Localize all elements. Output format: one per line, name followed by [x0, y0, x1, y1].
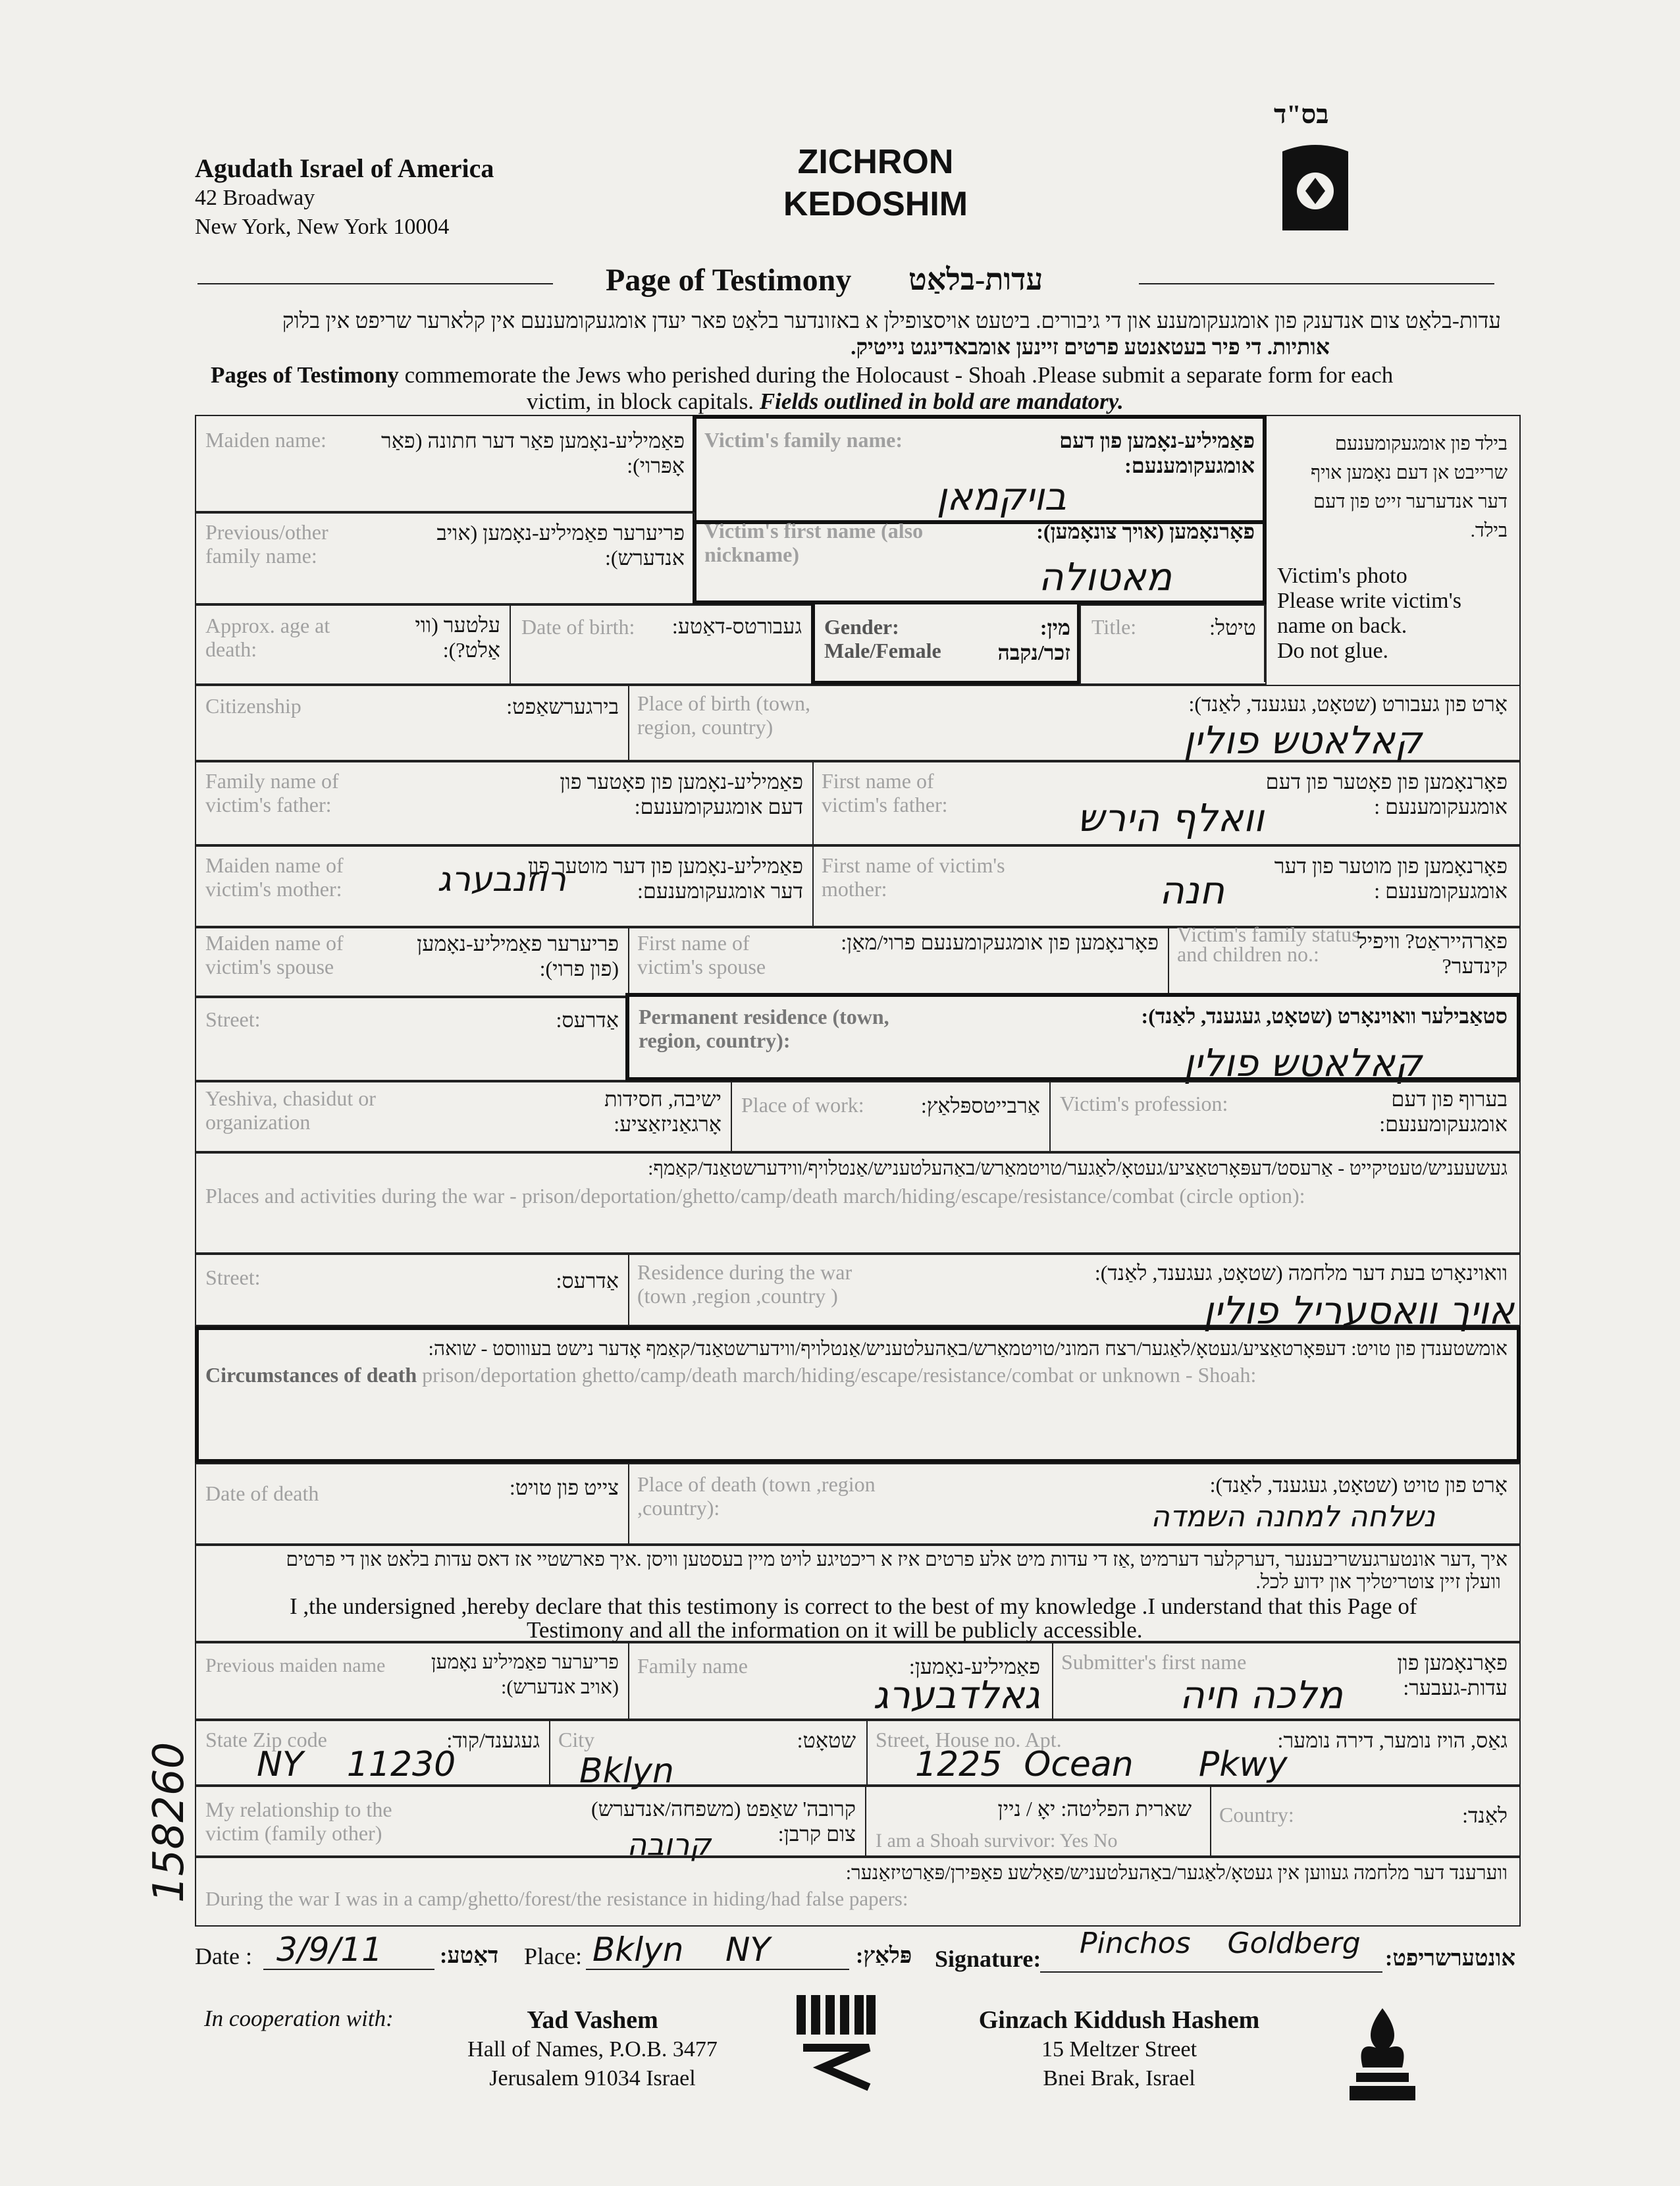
spouse-first-label-en: First name of victim's spouse	[637, 931, 766, 978]
citizenship-label-en: Citizenship	[205, 694, 302, 718]
intro-en-bold: Pages of Testimony	[211, 362, 399, 388]
org-name: Agudath Israel of America	[195, 153, 494, 183]
permanent-residence-label-he: סטאַבילער וואוינאָרט (שטאָט, געגענד, לאַנד):	[1141, 1004, 1508, 1028]
place-label-he: פּלאַץ:	[856, 1944, 912, 1968]
yeshiva-label-he: ישיבה, חסידות אָרגאַניזאַציע:	[604, 1087, 722, 1136]
during-war-label-he: ווערענד דער מלחמה געווען אין געטאָ/לאַגער/באַהעלטעניש/פאַלשע פאַפּירן/פּאַרטיזאַנער:	[845, 1862, 1508, 1884]
permanent-residence-label-en: Permanent residence (town, region, country):	[639, 1005, 889, 1052]
war-street-label-en: Street:	[205, 1266, 261, 1289]
photo-instructions-he: בילד פון אומגעקומענעם שרייבט אן דעם נאָמען אויף דער אנדערער זייט פון דעם בילד.	[1310, 433, 1508, 541]
age-label-en: Approx. age at death:	[205, 614, 330, 661]
date-of-death-label-en: Date of death	[205, 1481, 319, 1505]
title-rule-right	[1139, 283, 1494, 284]
dob-label-en: Date of birth:	[521, 615, 635, 639]
maiden-name-label-he: פאַמיליע-נאָמען פאַר דער חתונה (פאַר אָפּרוי):	[381, 429, 685, 477]
war-activities-label-en: Places and activities during the war - prison/deportation/ghetto/camp/death march/hiding/escape/resistance/combat (circle option):	[205, 1184, 1305, 1208]
city-label-he: שטאָט:	[797, 1728, 856, 1752]
place-of-death-value: נשלחה למחנה השמדה	[1151, 1500, 1435, 1533]
mother-first-label-he: פאָרנאָמען פון מוטער פון דער אומגעקומענעם :	[1274, 854, 1508, 903]
gender-label-he: מין: זכר/נקבה	[997, 616, 1070, 664]
submitter-street-label-en: Street, House no. Apt.	[876, 1728, 1062, 1751]
war-residence-label-he: וואוינאָרט בעת דער מלחמה (שטאָט, געגענד, לאַנד):	[1094, 1261, 1508, 1285]
submitter-prev-maiden-label-he: פריערער פאַמיליע נאָמען (אויב אנדערש):	[431, 1651, 619, 1698]
work-label-he: אַרבייטספּלאַץ:	[920, 1094, 1040, 1117]
street-label-en: Street:	[205, 1007, 261, 1031]
declaration-he-1: איך ,דער אונטערגעשריבענער ,דערקלער דערמיט ,אַז די עדות מיט אלע פרטים איז א ריכטיגע לויט מיין בעסטען וויסן .איך פארשטיי אז דאס עדות בלאט און די פרטים	[286, 1549, 1508, 1570]
spouse-first-label-he: פאָרנאָמען פון אומגעקומענעם פרוי/מאַן:	[841, 930, 1159, 954]
bsd-mark: בס"ד	[1274, 99, 1329, 129]
victim-family-name-value: בויקמאן	[936, 474, 1066, 519]
citizenship-label-he: בירגערשאַפט:	[506, 695, 619, 718]
profession-label-he: בערוף פון דעם אומגעקומענעם:	[1379, 1087, 1508, 1136]
submitter-first-label-en: Submitter's first name	[1061, 1650, 1247, 1674]
submitter-street-value: 1225 Ocean Pkwy	[915, 1745, 1288, 1784]
age-label-he: עלטער (ווי אַלט?):	[415, 613, 500, 662]
place-label: Place:	[524, 1943, 582, 1969]
relationship-label-en: My relationship to the victim (family other)	[205, 1798, 392, 1845]
intro-en-text2: victim, in block capitals.	[527, 388, 760, 414]
ginzach-address-2: Bnei Brak, Israel	[1043, 2066, 1195, 2091]
date-of-death-label-he: צייט פון טויט:	[509, 1476, 619, 1499]
mother-maiden-label-he: פאַמיליע-נאָמען פון דער מוטער פון דער אומגעקומענעם:	[527, 854, 803, 903]
title-label-en: Title:	[1091, 615, 1137, 639]
yad-vashem-name: Yad Vashem	[527, 2006, 658, 2034]
intro-en-line1	[211, 362, 1527, 388]
intro-en-text: commemorate the Jews who perished during the Holocaust - Shoah .Please submit a separate form for each	[398, 362, 1394, 388]
place-of-birth-value: קאלאטש פולין	[1183, 718, 1422, 762]
title-zichron: ZICHRON	[797, 143, 954, 181]
submitter-first-value: מלכה חיה	[1179, 1672, 1343, 1717]
mother-first-label-en: First name of victim's mother:	[822, 853, 1005, 901]
war-residence-label-en: Residence during the war (town ,region ,country )	[637, 1260, 853, 1308]
city-label-en: City	[558, 1728, 595, 1751]
photo-en-2: Please write victim's	[1277, 589, 1461, 613]
war-residence-value: אויך וואסעריל פולין	[1203, 1288, 1514, 1333]
signature-label: Signature:	[935, 1946, 1041, 1972]
title-label-he: טיטל:	[1209, 616, 1256, 639]
photo-en-1: Victim's photo	[1277, 564, 1407, 588]
state-zip-label-en: State Zip code	[205, 1728, 327, 1751]
profession-label-en: Victim's profession:	[1060, 1092, 1228, 1115]
circumstances-options: prison/deportation ghetto/camp/death march/hiding/escape/resistance/combat or unknown - Shoah:	[417, 1363, 1257, 1387]
spouse-maiden-label-he: פריערער פאַמיליע-נאָמען (פון פרוי):	[417, 932, 619, 980]
previous-name-label-en: Previous/other family name:	[205, 520, 328, 568]
yad-vashem-address-2: Jerusalem 91034 Israel	[489, 2066, 696, 2091]
survivor-label-he: שארית הפליטה: יאָ / ניין	[997, 1797, 1192, 1821]
declaration-en-1: I ,the undersigned ,hereby declare that this testimony is correct to the best of my knowledge .I understand that this Page of	[290, 1593, 1417, 1619]
city-value: Bklyn	[579, 1751, 674, 1791]
war-activities-label-he: געשעעניש/טעטיקייט - אַרעסט/דעפּאָרטאַציע/געטאָ/לאַגער/טויטמאַרש/באַהעלטעניש/אַנטלויף/ווידערשטאַנד/קאַמף:	[648, 1158, 1508, 1179]
spouse-maiden-label-en: Maiden name of victim's spouse	[205, 931, 344, 978]
war-street-label-he: אַדרעס:	[556, 1269, 619, 1293]
signature-value: Pinchos Goldberg	[1080, 1927, 1361, 1960]
victim-family-name-label-en: Victim's family name:	[704, 428, 903, 452]
declaration-he-2: וועלן זיין צוטריטליך און ידוע לכל.	[1255, 1571, 1501, 1593]
country-label-en: Country:	[1219, 1803, 1294, 1826]
place-value: Bklyn NY	[592, 1931, 770, 1969]
mother-maiden-value: רוזנבערג	[437, 860, 566, 899]
emblem-icon	[1276, 138, 1355, 240]
relationship-value: קרובה	[627, 1826, 711, 1862]
submitter-family-label-en: Family name	[637, 1654, 748, 1678]
father-first-label-en: First name of victim's father:	[822, 769, 948, 816]
gender-label-en: Gender: Male/Female	[824, 615, 941, 662]
country-label-he: לאַנד:	[1462, 1803, 1508, 1827]
photo-en-3: name on back.	[1277, 614, 1407, 638]
family-status-label-he: פאַרהייראַט? וויפיל קינדער?	[1357, 929, 1508, 978]
submitter-prev-maiden-label-en: Previous maiden name	[205, 1655, 386, 1676]
ginzach-name: Ginzach Kiddush Hashem	[978, 2006, 1260, 2034]
form-title-he: עדות-בלאַט	[908, 263, 1043, 296]
date-rule	[263, 1969, 434, 1970]
date-label-he: דאַטע:	[440, 1944, 499, 1968]
intro-en-mandatory: Fields outlined in bold are mandatory.	[759, 388, 1124, 414]
photo-en-4: Do not glue.	[1277, 639, 1389, 663]
submitter-first-label-he: פאָרנאָמען פון עדות-געבער:	[1397, 1651, 1508, 1699]
father-first-label-he: פאָרנאָמען פון פאָטער פון דעם אומגעקומענעם :	[1265, 770, 1508, 818]
title-kedoshim: KEDOSHIM	[783, 185, 968, 223]
permanent-residence-value: קאלאטש פולין	[1183, 1040, 1422, 1085]
place-of-birth-label-he: אָרט פון געבורט (שטאָט, געגענד, לאַנד):	[1188, 692, 1508, 716]
date-label: Date :	[195, 1943, 252, 1969]
father-first-value: וואלף הירש	[1077, 795, 1264, 840]
victim-first-name-label-he: פאָרנאָמען (אויך צונאָמען):	[1036, 520, 1255, 543]
circumstances-bold: Circumstances of death	[205, 1363, 417, 1387]
org-address-2: New York, New York 10004	[195, 215, 450, 239]
place-of-birth-label-en: Place of birth (town, region, country)	[637, 691, 811, 739]
circumstances-label-en	[205, 1363, 1515, 1387]
during-war-label-en: During the war I was in a camp/ghetto/forest/the resistance in hiding/had false papers:	[205, 1887, 908, 1910]
father-family-label-en: Family name of victim's father:	[205, 769, 339, 816]
place-of-death-label-en: Place of death (town ,region ,country):	[637, 1472, 876, 1520]
victim-first-name-label-en: Victim's first name (also nickname)	[704, 519, 924, 566]
place-rule	[586, 1969, 849, 1970]
date-value: 3/9/11	[276, 1931, 382, 1969]
submitter-street-label-he: גאַס, הויז נומער, דירה נומער:	[1277, 1728, 1508, 1752]
victim-family-name-label-he: פאַמיליע-נאָמען פון דעם אומגעקומענעם:	[1059, 429, 1255, 477]
yad-vashem-logo-icon	[790, 1988, 882, 2097]
margin-number: 158260	[145, 1742, 194, 1903]
declaration-en-2: Testimony and all the information on it will be publicly accessible.	[527, 1617, 1143, 1643]
dob-label-he: געבורטס-דאַטע:	[671, 614, 802, 638]
family-status-label-en: Victim's family status and children no.:	[1177, 922, 1360, 966]
mother-maiden-label-en: Maiden name of victim's mother:	[205, 853, 344, 901]
survivor-label-en: I am a Shoah survivor: Yes No	[876, 1830, 1118, 1852]
place-of-death-label-he: אָרט פון טויט (שטאָט, געגענד, לאַנד):	[1209, 1473, 1508, 1497]
submitter-family-value: גאלדבערג	[873, 1672, 1040, 1717]
yad-vashem-address-1: Hall of Names, P.O.B. 3477	[467, 2037, 718, 2062]
cooperation-label: In cooperation with:	[204, 2006, 394, 2031]
father-family-label-he: פאַמיליע-נאָמען פון פאָטער פון דעם אומגעקומענעם:	[560, 770, 803, 818]
intro-he-line1: עדות-בלאַט צום אנדענק פון אומגעקומענע און די גיבורים. ביטעט אויסצופילן א באזונדער בלאַט פאר יעדן אומגעקומענעם אין קלארער שריפט אין בלוק	[282, 309, 1501, 333]
intro-he-line2: אותיות. די פיר בעטאנטע פרטים זיינען אומבאדינגט נייטיק.	[851, 336, 1330, 360]
ginzach-address-1: 15 Meltzer Street	[1041, 2037, 1197, 2062]
previous-name-label-he: פריערער פאַמיליע-נאָמען (אויב אנדערש):	[436, 521, 685, 570]
work-label-en: Place of work:	[741, 1093, 864, 1117]
org-address-1: 42 Broadway	[195, 186, 315, 210]
intro-en-line2	[527, 388, 1124, 415]
signature-rule	[1040, 1971, 1382, 1973]
victim-first-name-value: מאטולה	[1038, 554, 1172, 599]
yeshiva-label-en: Yeshiva, chasidut or organization	[205, 1086, 376, 1134]
state-zip-label-he: געגענד/קוד:	[446, 1728, 540, 1752]
relationship-label-he: קרובה' שאַפט (משפחה/אנדערש) צום קרבן:	[591, 1797, 856, 1846]
circumstances-label-he: אומשטענדן פון טויט: דעפּאָרטאַציע/געטאָ/לאַגער/רצח המוני/טויטמאַרש/באַהעלטעניש/אַנטלויף/ווידערשטאַנד/קאַמף אָדער נישט בעוווסט - שואה:	[428, 1338, 1508, 1360]
submitter-family-label-he: פאַמיליע-נאָמען:	[908, 1655, 1040, 1678]
state-zip-value: NY 11230	[257, 1745, 456, 1784]
mother-first-value: חנה	[1159, 868, 1224, 913]
signature-label-he: אונטערשריפט:	[1385, 1946, 1516, 1971]
maiden-name-label-en: Maiden name:	[205, 428, 327, 452]
street-label-he: אַדרעס:	[556, 1008, 619, 1032]
title-rule-left	[197, 283, 553, 284]
form-title-en: Page of Testimony	[606, 263, 852, 298]
ginzach-logo-icon	[1343, 2002, 1422, 2110]
